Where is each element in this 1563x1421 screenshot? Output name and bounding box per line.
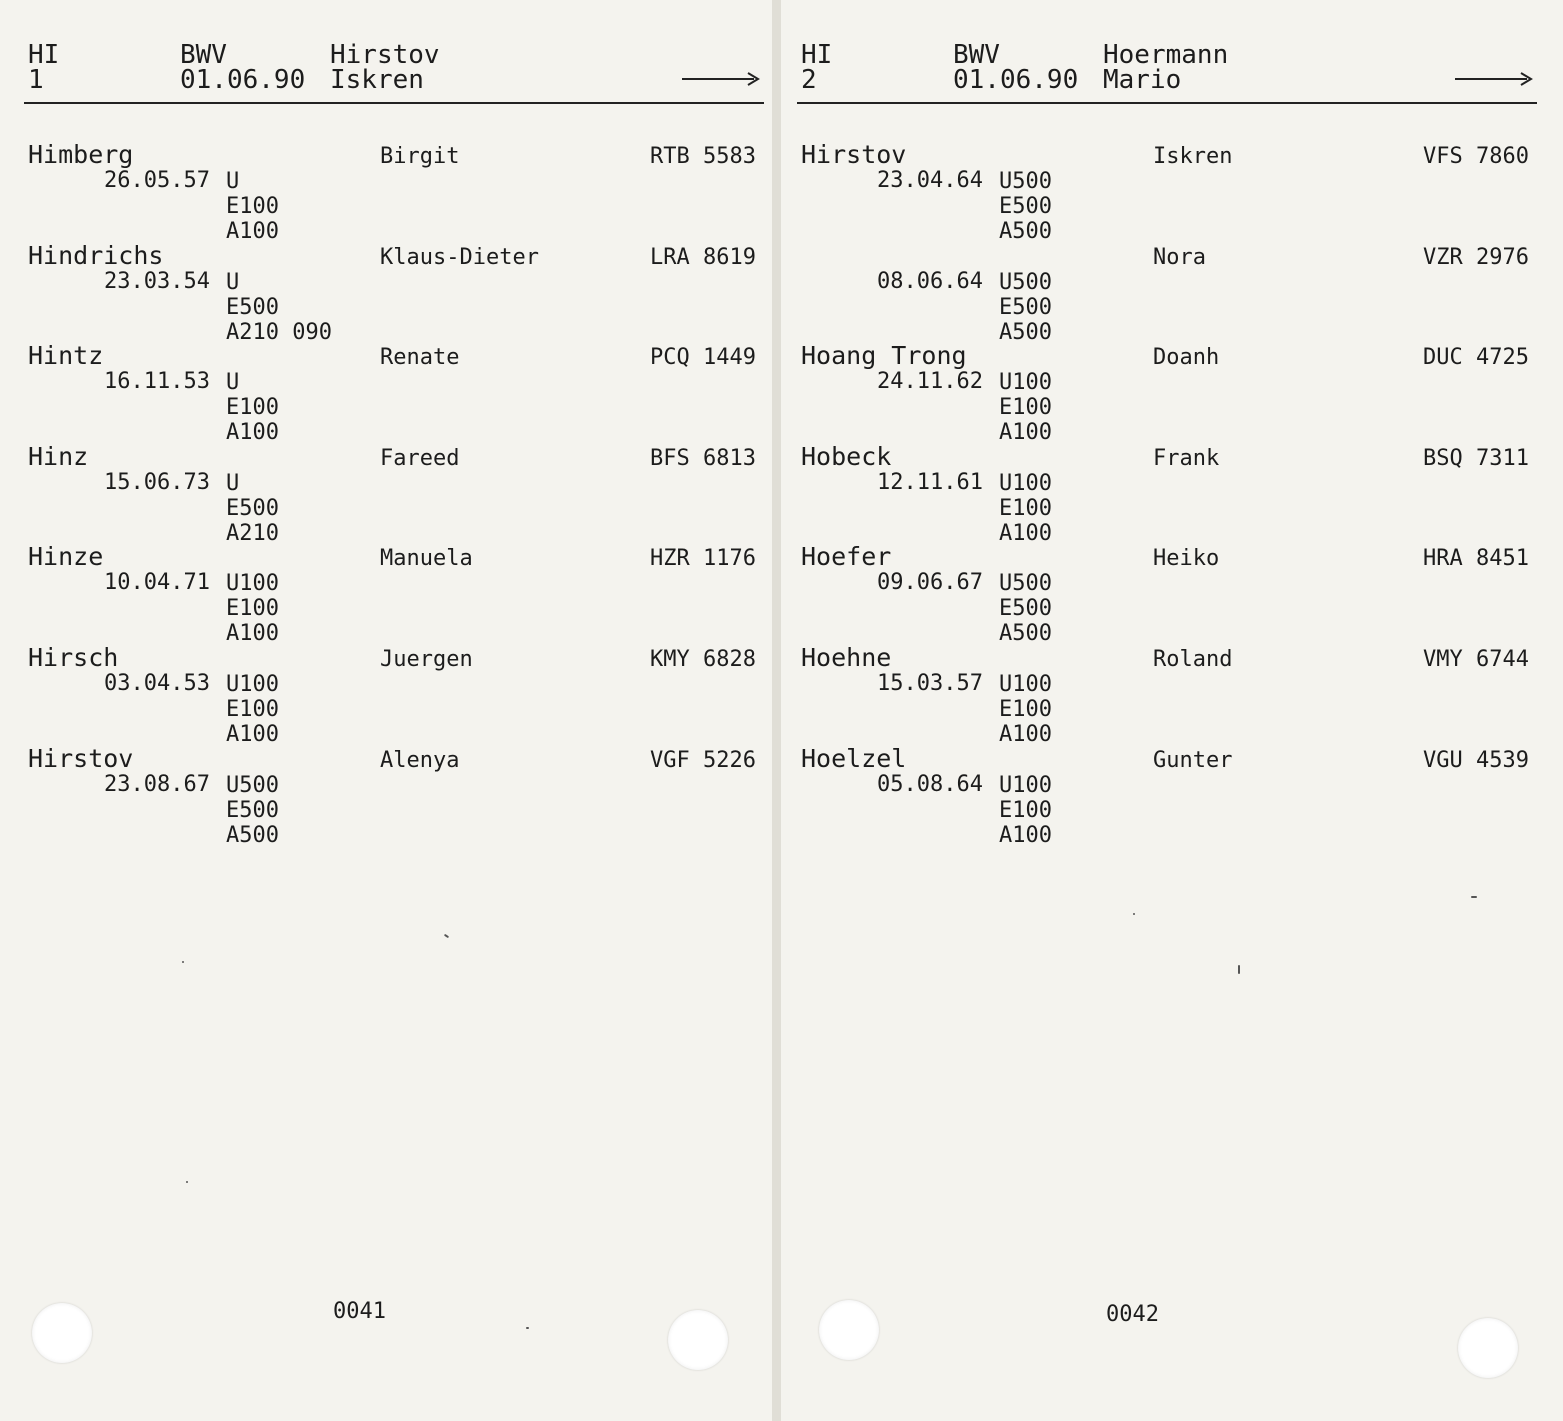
- entry-code: VZR 2976: [1423, 245, 1529, 270]
- entry-first-name: Manuela: [380, 546, 473, 571]
- list-item: [781, 444, 1563, 545]
- list-item: [781, 243, 1563, 344]
- index-card-right: [781, 0, 1563, 1421]
- range-first-name: Mario: [1103, 65, 1182, 95]
- entry-line: U: [226, 270, 240, 295]
- entry-code-lines: [999, 370, 1052, 445]
- entry-first-name: Klaus-Dieter: [380, 245, 539, 270]
- header-rule: [797, 102, 1537, 104]
- entry-line: U500: [999, 270, 1052, 295]
- page-number: 0041: [333, 1299, 386, 1324]
- entry-last-name: Hoelzel: [801, 744, 907, 773]
- range-last-name: Hoermann: [1103, 40, 1229, 70]
- punch-hole: [819, 1300, 879, 1360]
- entry-line: E100: [226, 697, 279, 722]
- paper-speck: [1238, 965, 1240, 974]
- entry-last-name: Himberg: [28, 140, 134, 169]
- entry-code: HZR 1176: [650, 546, 756, 571]
- entry-last-name: Hirstov: [28, 744, 134, 773]
- entry-code: BFS 6813: [650, 446, 756, 471]
- entry-line: E100: [999, 395, 1052, 420]
- entry-code: VMY 6744: [1423, 647, 1529, 672]
- card-prefix: HI: [28, 40, 60, 70]
- entry-line: E100: [226, 395, 279, 420]
- next-arrow-icon: [1455, 66, 1535, 86]
- entry-date: 05.08.64: [877, 772, 983, 797]
- entry-code-lines: [226, 672, 279, 747]
- entry-date: 03.04.53: [104, 671, 210, 696]
- entry-first-name: Nora: [1153, 245, 1206, 270]
- entry-date: 12.11.61: [877, 470, 983, 495]
- entry-line: U: [226, 169, 240, 194]
- entry-code-lines: [226, 169, 279, 244]
- list-item: [0, 746, 772, 847]
- entry-code-lines: [999, 471, 1052, 546]
- entry-line: A100: [999, 521, 1052, 546]
- paper-speck: [526, 1327, 529, 1329]
- entry-date: 10.04.71: [104, 570, 210, 595]
- card-number: 2: [801, 65, 817, 95]
- entry-first-name: Alenya: [380, 748, 460, 773]
- entry-line: U500: [999, 571, 1052, 596]
- next-arrow-icon: [682, 66, 762, 86]
- paper-speck: [1471, 896, 1477, 898]
- entry-code-lines: [226, 773, 279, 848]
- list-item: [0, 243, 772, 344]
- entry-line: A500: [999, 219, 1052, 244]
- entry-date: 09.06.67: [877, 570, 983, 595]
- entry-line: E500: [226, 798, 279, 823]
- list-item: [0, 343, 772, 444]
- entry-code-lines: [999, 773, 1052, 848]
- entry-first-name: Renate: [380, 345, 460, 370]
- entry-first-name: Fareed: [380, 446, 460, 471]
- punch-hole: [32, 1303, 92, 1363]
- entry-line: E100: [226, 596, 279, 621]
- entry-last-name: Hinze: [28, 542, 104, 571]
- entry-line: A210 090: [226, 320, 332, 345]
- entry-first-name: Iskren: [1153, 144, 1233, 169]
- range-first-name: Iskren: [330, 65, 424, 95]
- card-date: 01.06.90: [180, 65, 306, 95]
- list-item: [781, 343, 1563, 444]
- entry-first-name: Gunter: [1153, 748, 1233, 773]
- entry-line: E100: [999, 496, 1052, 521]
- entry-date: 15.06.73: [104, 470, 210, 495]
- entry-line: E100: [999, 697, 1052, 722]
- entry-code-lines: [999, 169, 1052, 244]
- entry-date: 24.11.62: [877, 369, 983, 394]
- paper-speck: [182, 961, 184, 963]
- entry-line: E500: [999, 596, 1052, 621]
- range-last-name: Hirstov: [330, 40, 440, 70]
- index-card-left: [0, 0, 772, 1421]
- entry-line: U100: [999, 773, 1052, 798]
- card-prefix: HI: [801, 40, 833, 70]
- entry-last-name: Hinz: [28, 442, 89, 471]
- card-gap: [772, 0, 781, 1421]
- entry-line: A500: [226, 823, 279, 848]
- entry-code: DUC 4725: [1423, 345, 1529, 370]
- list-item: [0, 444, 772, 545]
- entry-line: U500: [226, 773, 279, 798]
- entry-last-name: Hindrichs: [28, 241, 164, 270]
- entry-line: A100: [226, 420, 279, 445]
- entry-code-lines: [999, 571, 1052, 646]
- entry-code: LRA 8619: [650, 245, 756, 270]
- entry-line: U: [226, 370, 240, 395]
- entry-date: 23.03.54: [104, 269, 210, 294]
- entry-code: PCQ 1449: [650, 345, 756, 370]
- entry-date: 23.08.67: [104, 772, 210, 797]
- entry-first-name: Frank: [1153, 446, 1220, 471]
- entry-first-name: Roland: [1153, 647, 1233, 672]
- paper-speck: [444, 934, 449, 939]
- entry-line: E500: [999, 194, 1052, 219]
- entry-code-lines: [999, 672, 1052, 747]
- entry-line: U100: [999, 471, 1052, 496]
- entry-line: A100: [226, 621, 279, 646]
- entry-line: A500: [999, 621, 1052, 646]
- list-item: [781, 645, 1563, 746]
- entry-date: 16.11.53: [104, 369, 210, 394]
- entry-line: A100: [999, 823, 1052, 848]
- entry-code-lines: [999, 270, 1052, 345]
- entry-code-lines: [226, 370, 279, 445]
- entry-date: 15.03.57: [877, 671, 983, 696]
- entry-last-name: Hobeck: [801, 442, 892, 471]
- entry-line: A210: [226, 521, 279, 546]
- list-item: [781, 544, 1563, 645]
- entry-line: E500: [999, 295, 1052, 320]
- paper-speck: [1133, 913, 1135, 915]
- entry-date: 26.05.57: [104, 168, 210, 193]
- entry-first-name: Birgit: [380, 144, 460, 169]
- entry-code: KMY 6828: [650, 647, 756, 672]
- entry-date: 08.06.64: [877, 269, 983, 294]
- entry-first-name: Doanh: [1153, 345, 1220, 370]
- entry-line: A100: [226, 219, 279, 244]
- entry-line: U100: [999, 672, 1052, 697]
- card-label: BWV: [953, 40, 1000, 70]
- entry-line: U100: [999, 370, 1052, 395]
- entry-line: E100: [999, 798, 1052, 823]
- entry-first-name: Juergen: [380, 647, 473, 672]
- entry-line: U100: [226, 571, 279, 596]
- list-item: [0, 645, 772, 746]
- entry-line: A100: [226, 722, 279, 747]
- list-item: [781, 142, 1563, 243]
- header-rule: [24, 102, 764, 104]
- card-number: 1: [28, 65, 44, 95]
- entry-code-lines: [226, 270, 332, 345]
- entry-code: RTB 5583: [650, 144, 756, 169]
- punch-hole: [1458, 1318, 1518, 1378]
- card-date: 01.06.90: [953, 65, 1079, 95]
- entry-code: VGU 4539: [1423, 748, 1529, 773]
- page-number: 0042: [1106, 1302, 1159, 1327]
- entry-last-name: Hintz: [28, 341, 104, 370]
- entry-line: E500: [226, 496, 279, 521]
- entry-line: E100: [226, 194, 279, 219]
- entry-last-name: Hoang Trong: [801, 341, 967, 370]
- punch-hole: [668, 1310, 728, 1370]
- list-item: [781, 746, 1563, 847]
- entry-line: E500: [226, 295, 279, 320]
- entry-code: BSQ 7311: [1423, 446, 1529, 471]
- entry-code: VGF 5226: [650, 748, 756, 773]
- entry-code: HRA 8451: [1423, 546, 1529, 571]
- entry-line: A100: [999, 420, 1052, 445]
- entry-line: U100: [226, 672, 279, 697]
- entry-last-name: Hirstov: [801, 140, 907, 169]
- entry-line: U500: [999, 169, 1052, 194]
- list-item: [0, 142, 772, 243]
- entry-date: 23.04.64: [877, 168, 983, 193]
- entry-last-name: Hoehne: [801, 643, 892, 672]
- entry-last-name: Hoefer: [801, 542, 892, 571]
- card-label: BWV: [180, 40, 227, 70]
- entry-line: A500: [999, 320, 1052, 345]
- entry-first-name: Heiko: [1153, 546, 1220, 571]
- entry-last-name: Hirsch: [28, 643, 119, 672]
- entry-code: VFS 7860: [1423, 144, 1529, 169]
- entry-line: U: [226, 471, 240, 496]
- entry-code-lines: [226, 471, 279, 546]
- entry-line: A100: [999, 722, 1052, 747]
- entry-code-lines: [226, 571, 279, 646]
- list-item: [0, 544, 772, 645]
- paper-speck: [186, 1181, 188, 1183]
